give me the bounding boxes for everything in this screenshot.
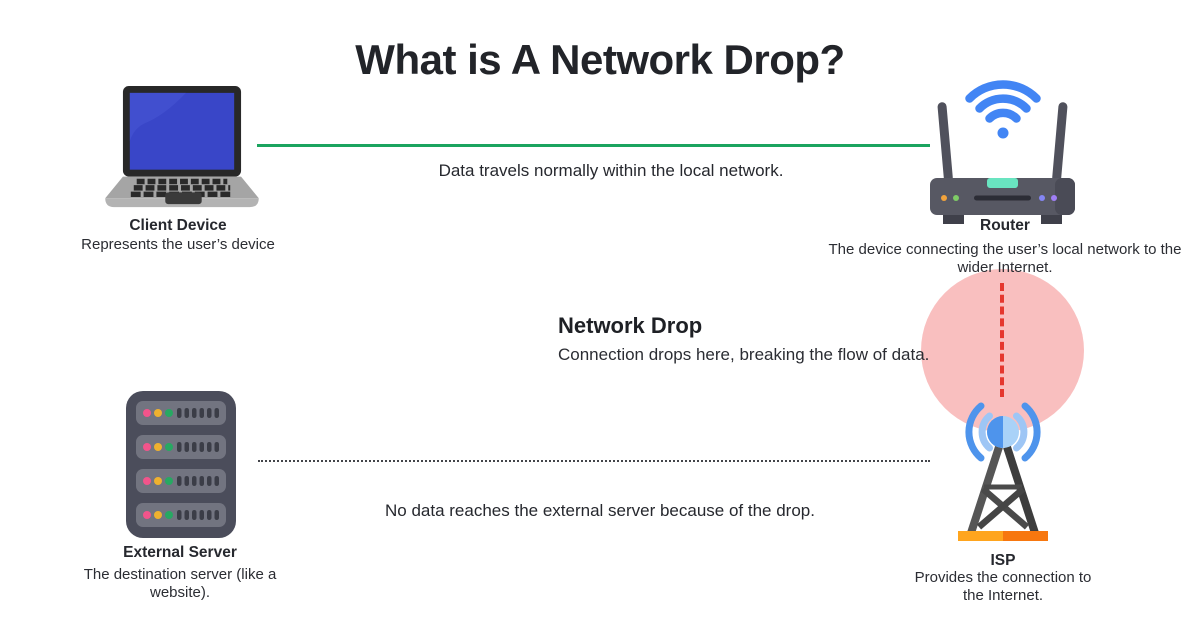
client-device-label: Client Device bbox=[129, 217, 227, 234]
broken-connection-caption: No data reaches the external server because of the drop. bbox=[385, 501, 815, 520]
laptop-icon bbox=[103, 86, 261, 212]
client-device-description: Represents the user’s device bbox=[81, 236, 275, 253]
external-server-label: External Server bbox=[123, 544, 237, 561]
network-drop-description: Connection drops here, breaking the flow of data. bbox=[558, 345, 930, 364]
network-drop-dashed-line bbox=[1000, 283, 1004, 397]
local-network-line bbox=[257, 144, 930, 147]
broken-connection-dotted-line bbox=[258, 460, 930, 462]
router-icon bbox=[930, 72, 1075, 224]
external-server-description: The destination server (like a website). bbox=[83, 566, 277, 601]
router-label: Router bbox=[980, 217, 1030, 234]
router-description: The device connecting the user’s local network to the wider Internet. bbox=[828, 241, 1182, 276]
isp-label: ISP bbox=[990, 552, 1016, 569]
local-network-caption: Data travels normally within the local network. bbox=[438, 161, 784, 180]
isp-description: Provides the connection to the Internet. bbox=[914, 569, 1092, 604]
page-title: What is A Network Drop? bbox=[355, 36, 845, 83]
server-icon bbox=[126, 391, 236, 538]
isp-tower-icon bbox=[944, 395, 1062, 550]
network-drop-title: Network Drop bbox=[558, 313, 703, 338]
